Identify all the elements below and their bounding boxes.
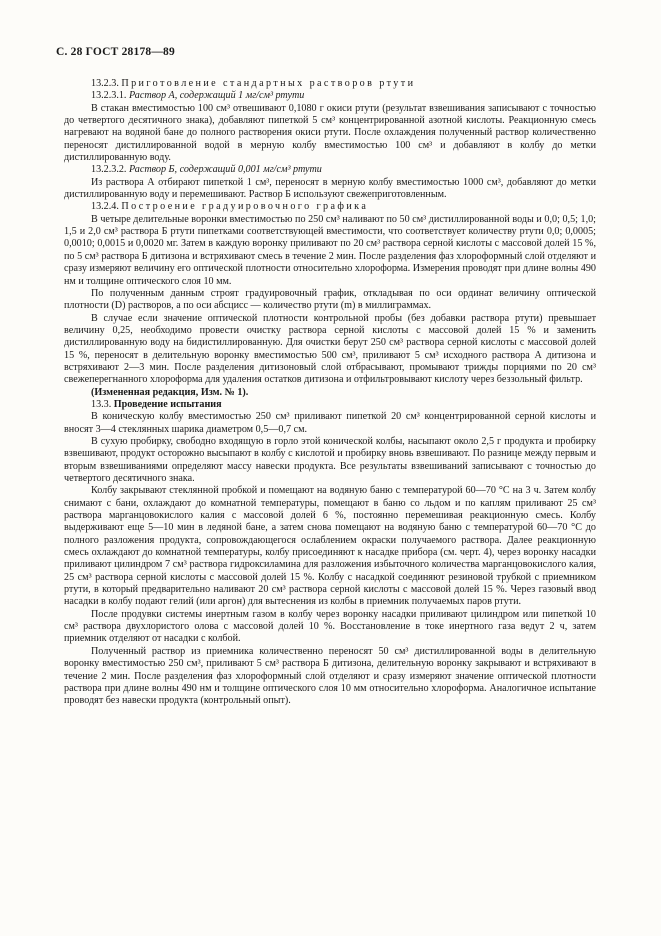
section-heading-13-2-4 xyxy=(64,201,596,213)
page-header: С. 28 ГОСТ 28178—89 xyxy=(56,46,175,58)
subsection-heading-13-2-3-2 xyxy=(64,164,596,176)
section-heading-13-2-3 xyxy=(64,78,596,90)
paragraph: Колбу закрывают стеклянной пробкой и помещают на водяную баню с температурой 60—70 °С на 3 ч. Затем колбу снимают с бани, охлаждают до комнатной температуры, помещают в баню со льдом и по каплям приливают 25 см³ раствора марганцовокислого калия с массовой долей 6 %, постоянно перемешивая реакционную смесь. Колбу выдерживают еще 5—10 мин в ледяной бане, а затем снова помещают на водяную баню с температурой 60—70 °С до полного разложения продукта, сопровождающегося ослаблением окраски получаемого раствора. Далее реакционную смесь охлаждают до комнатной температуры, колбу присоединяют к насадке прибора (см. черт. 4), через воронку насадки приливают цилиндром 7 см³ раствора гидроксиламина для разложения избыточного количества марганцовокислого калия, 25 см³ раствора серной кислоты с массовой долей 15 %. Колбу с насадкой соединяют резиновой трубкой с приемником ртути, в который предварительно наливают 20 см³ раствора серной кислоты с массовой долей 15 %. Через газовый ввод насадки в колбу подают гелий (или аргон) для вытеснения из колбы в приемник получаемых паров ртути. xyxy=(64,485,596,608)
section-title: Раствор А, содержащий 1 мг/см³ ртути xyxy=(128,90,305,102)
paragraph: По полученным данным строят градуировочный график, откладывая по оси ординат величину оптической плотности (D) растворов, а по оси абсцисс — количество ртути (m) в миллиграммах. xyxy=(64,287,596,312)
section-number: 13.2.3.2. xyxy=(91,164,127,176)
paragraph: В коническую колбу вместимостью 250 см³ приливают пипеткой 20 см³ концентрированной серной кислоты и вносят 3—4 стеклянных шарика диаметром 0,5—0,7 см. xyxy=(64,411,596,435)
section-title: Построение градуировочного графика xyxy=(121,201,369,213)
section-heading-13-3 xyxy=(64,399,596,411)
section-title: Раствор Б, содержащий 0,001 мг/см³ ртути xyxy=(128,164,322,176)
paragraph: В случае если значение оптической плотности контрольной пробы (без добавки раствора ртути) превышает величину 0,25, необходимо провести очистку раствора серной кислоты с массовой долей 15 % и заменить дистиллированную воду на бидистиллированную. Для очистки берут 250 см³ раствора серной кислоты с массовой долей 15 %, переносят в делительную воронку вместимостью 500 см³, приливают 5 см³ исходного раствора А дитизона и встряхивают 2—3 мин. После разделения дитизоновый слой отбрасывают, промывают трижды порциями по 20 см³ свежеперегнанного хлороформа для удаления остатков дитизона и отфильтровывают кислоту через беззольный фильтр. xyxy=(64,312,596,386)
section-number: 13.2.4. xyxy=(91,201,119,213)
amendment-note: (Измененная редакция, Изм. № 1). xyxy=(91,386,249,398)
document-body xyxy=(64,78,596,708)
paragraph: Полученный раствор из приемника количественно переносят 50 см³ дистиллированной воды в делительную воронку вместимостью 250 см³, приливают 5 см³ раствора Б дитизона, делительную воронку закрывают и встряхивают в течение 2 мин. После разделения фаз хлороформный слой отделяют и сразу измеряют значение оптической плотности раствора при длине волны 490 нм и толщине оптического слоя 10 мм относительно хлороформа. Аналогичное испытание проводят без навески продукта (контрольный опыт). xyxy=(64,645,596,707)
section-number: 13.3. xyxy=(91,398,112,410)
paragraph: В стакан вместимостью 100 см³ отвешивают 0,1080 г окиси ртути (результат взвешивания записывают с точностью до четвертого десятичного знака), добавляют пипеткой 5 см³ концентрированной азотной кислоты. Реакционную смесь нагревают на водяной бане до полного растворения окиси ртути. После охлаждения полученный раствор количественно переносят дистиллированной водой в мерную колбу вместимостью 100 см³ и добавляют в колбу до метки дистиллированную воду. xyxy=(64,102,596,164)
paragraph: В четыре делительные воронки вместимостью по 250 см³ наливают по 50 см³ дистиллированной воды и 0,0; 0,5; 1,0; 1,5 и 2,0 см³ раствора Б ртути пипетками соответствующей вместимости, что соответствует количеству ртути 0,0; 0,0005; 0,0010; 0,0015 и 0,0020 мг. Затем в каждую воронку приливают по 20 см³ раствора серной кислоты с массовой долей 15 %, по 5 см³ раствора Б дитизона и встряхивают смесь в течение 2 мин. После разделения фаз хлороформный слой отделяют и сразу измеряют величину его оптической плотности относительно хлороформа. Измерения проводят при длине волны 490 нм и толщине оптического слоя 10 мм. xyxy=(64,213,596,287)
paragraph: Из раствора А отбирают пипеткой 1 см³, переносят в мерную колбу вместимостью 1000 см³, добавляют до метки дистиллированную воду и перемешивают. Раствор Б используют свежеприготовленным. xyxy=(64,176,596,201)
section-title: Приготовление стандартных растворов ртути xyxy=(121,78,416,89)
paragraph: В сухую пробирку, свободно входящую в горло этой конической колбы, насыпают около 2,5 г продукта и пробирку взвешивают, продукт осторожно высыпают в колбу с кислотой и пробирку вновь взвешивают. По разнице между первым и вторым взвешиваниями определяют массу навески продукта. Все результаты взвешиваний записывают с точностью до четвертого десятичного знака. xyxy=(64,435,596,484)
paragraph: После продувки системы инертным газом в колбу через воронку насадки приливают цилиндром или пипеткой 10 см³ раствора двухлористого олова с массовой долей 10 %. Восстановление в токе инертного газа ведут 2 ч, затем приемник отделяют от насадки с колбой. xyxy=(64,608,596,645)
section-title: Проведение испытания xyxy=(113,398,222,410)
section-number: 13.2.3.1. xyxy=(91,90,127,102)
section-number: 13.2.3. xyxy=(91,78,119,89)
subsection-heading-13-2-3-1 xyxy=(64,90,596,102)
